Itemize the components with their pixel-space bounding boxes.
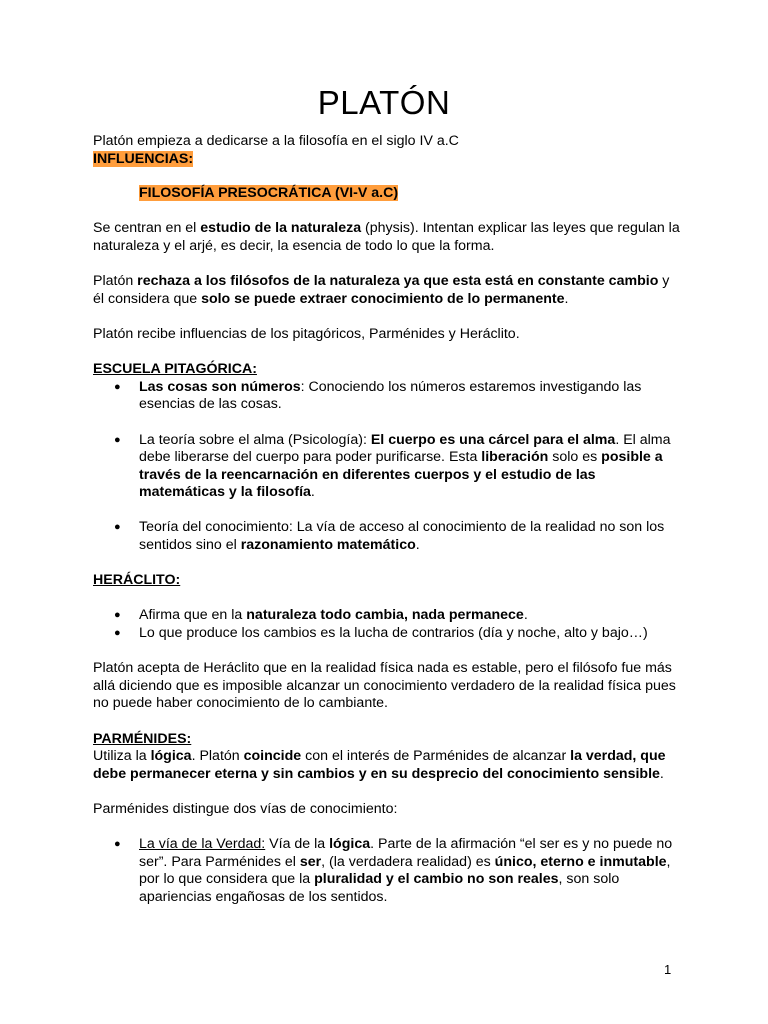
parmenides-list bbox=[93, 836, 683, 906]
paragraph-heraclito: Platón acepta de Heráclito que en la realidad física nada es estable, pero el filósofo fue más allá diciendo que es imposible alcanzar un conocimiento verdadero de la realidad física pues no puede haber conocimiento de lo cambiante. bbox=[93, 660, 676, 712]
influencias-heading: INFLUENCIAS: bbox=[93, 150, 194, 167]
list-item: ● Teoría del conocimiento: La vía de acceso al conocimiento de la realidad no son los sentidos sino el razonamiento matemático. bbox=[93, 519, 683, 554]
parmenides-heading: PARMÉNIDES: bbox=[93, 730, 192, 747]
intro-text: Platón empieza a dedicarse a la filosofía en el siglo IV a.C bbox=[93, 133, 459, 149]
paragraph-influencias: Platón recibe influencias de los pitagóricos, Parménides y Heráclito. bbox=[93, 325, 520, 342]
list-item: ● Las cosas son números: Conociendo los números estaremos investigando las esencias de las cosas. bbox=[93, 379, 683, 414]
paragraph-vias: Parménides distingue dos vías de conocimiento: bbox=[93, 800, 398, 817]
paragraph-naturaleza: Se centran en el estudio de la naturaleza (physis). Intentan explicar las leyes que regulan la naturaleza y el arjé, es decir, la esencia de todo lo que la forma. bbox=[93, 220, 680, 254]
page-number: 1 bbox=[664, 962, 672, 977]
page-title: PLATÓN bbox=[317, 84, 451, 121]
paragraph-rechaza: Platón rechaza a los filósofos de la naturaleza ya que esta está en constante cambio y él considera que solo se puede extraer conocimiento de lo permanente. bbox=[93, 273, 670, 307]
paragraph-parmenides: Utiliza la lógica. Platón coincide con el interés de Parménides de alcanzar la verdad, que debe permanecer eterna y sin cambios y en su desprecio del conocimiento sensible. bbox=[93, 748, 666, 782]
pitagorica-heading: ESCUELA PITAGÓRICA: bbox=[93, 361, 257, 378]
pitagorica-list bbox=[93, 379, 683, 555]
list-item: ● Afirma que en la naturaleza todo cambia, nada permanece. bbox=[93, 607, 683, 625]
list-item: ● Lo que produce los cambios es la lucha de contrarios (día y noche, alto y bajo…) bbox=[93, 625, 683, 643]
document-body bbox=[93, 133, 683, 907]
presocratica-heading: FILOSOFÍA PRESOCRÁTICA (VI-V a.C) bbox=[139, 185, 399, 202]
list-item: ● La vía de la Verdad: Vía de la lógica. Parte de la afirmación “el ser es y no puede no ser”. Para Parménides el ser, (la verdadera realidad) es único, eterno e inmutable, por lo que considera que la pluralidad y el cambio no son reales, son solo apariencias engañosas de los sentidos. bbox=[93, 836, 683, 906]
heraclito-heading: HERÁCLITO: bbox=[93, 572, 181, 589]
heraclito-list bbox=[93, 607, 683, 642]
list-item: ● La teoría sobre el alma (Psicología): El cuerpo es una cárcel para el alma. El alma debe liberarse del cuerpo para poder purificarse. Esta liberación solo es posible a través de la reencarnación en diferentes cuerpos y el estudio de las matemáticas y la filosofía. bbox=[93, 432, 683, 502]
